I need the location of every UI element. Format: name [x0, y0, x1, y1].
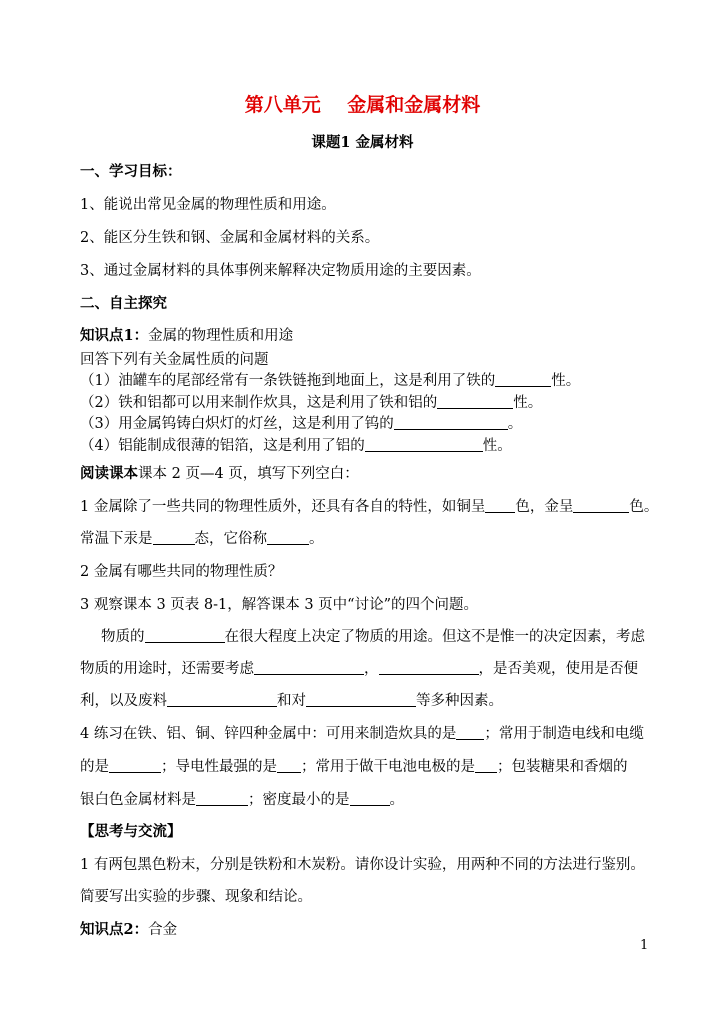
text: ；导电性最强的是: [161, 759, 277, 775]
answer-blank[interactable]: [485, 498, 515, 513]
knowledge-point-2: [80, 920, 177, 940]
goal-item: 1、能说出常见金属的物理性质和用途。: [80, 197, 336, 213]
text: 。: [309, 531, 324, 547]
answer-blank[interactable]: [456, 725, 484, 740]
answer-blank[interactable]: [379, 660, 479, 675]
knowledge-point-text: 合金: [148, 922, 178, 938]
paragraph-2: 2 金属有哪些共同的物理性质？: [80, 564, 283, 580]
question-suffix: 。: [507, 416, 523, 432]
text: 等多种因素。: [416, 693, 503, 709]
lesson-title: 课题1 金属材料: [311, 134, 414, 151]
question-text: （4）铝能制成很薄的铝箔，这是利用了铝的: [80, 438, 365, 454]
text: 和对: [277, 693, 306, 709]
paragraph-3: 3 观察课本 3 页表 8-1，解答课本 3 页中“讨论”的四个问题。: [80, 597, 479, 613]
question-item: [80, 371, 580, 391]
section-heading-goals: 一、学习目标：: [80, 163, 182, 180]
text: ；常用于制造电线和电缆: [484, 726, 644, 742]
answer-blank[interactable]: [365, 437, 483, 452]
text: 利，以及废料: [80, 693, 167, 709]
answer-blank[interactable]: [437, 394, 513, 409]
think-question-line-1: 1 有两包黑色粉末，分别是铁粉和木炭粉。请你设计实验，用两种不同的方法进行鉴别。: [80, 857, 645, 873]
knowledge-point-1: [80, 326, 293, 346]
paragraph-4-line-1: [80, 724, 644, 744]
text: 的是: [80, 759, 109, 775]
text: ；常用于做干电池电极的是: [301, 759, 475, 775]
answer-blank[interactable]: [145, 628, 225, 643]
knowledge-point-label: 知识点1：: [80, 327, 149, 344]
text: 。: [389, 792, 404, 808]
reading-label: 阅读课本: [80, 465, 138, 482]
answer-blank[interactable]: [306, 692, 416, 707]
goal-item: 3、通过金属材料的具体事例来解释决定物质用途的主要因素。: [80, 263, 481, 279]
text: ，是否美观，使用是否便: [478, 661, 638, 677]
text: 物质的用途时，还需要考虑: [80, 661, 254, 677]
paragraph-4-line-2: [80, 757, 628, 777]
text: 银白色金属材料是: [80, 792, 196, 808]
page-number: 1: [640, 938, 649, 953]
paragraph-3-line-1: [101, 627, 645, 647]
text: ，: [364, 661, 379, 677]
think-heading: 【思考与交流】: [80, 823, 182, 840]
goal-item: 2、能区分生铁和钢、金属和金属材料的关系。: [80, 230, 380, 246]
text: 4 练习在铁、铝、铜、锌四种金属中：可用来制造炊具的是: [80, 726, 457, 742]
text: 常温下汞是: [80, 531, 153, 547]
answer-blank[interactable]: [109, 758, 161, 773]
question-text: （1）油罐车的尾部经常有一条铁链拖到地面上，这是利用了铁的: [80, 373, 496, 389]
answer-blank[interactable]: [277, 758, 301, 773]
answer-blank[interactable]: [394, 415, 508, 430]
answer-blank[interactable]: [196, 791, 248, 806]
text: 物质的: [101, 629, 145, 645]
question-suffix: 性。: [513, 395, 543, 411]
paragraph-3-line-3: [80, 691, 503, 711]
knowledge-point-text: 金属的物理性质和用途: [148, 328, 294, 344]
answer-blank[interactable]: [254, 660, 364, 675]
paragraph-4-line-3: [80, 790, 404, 810]
paragraph-1-cont: [80, 529, 324, 549]
think-question-line-2: 简要写出实验的步骤、现象和结论。: [80, 889, 312, 905]
text: 色，金呈: [515, 499, 574, 515]
reading-text: 课本 2 页—4 页，填写下列空白：: [138, 466, 359, 482]
question-text: （3）用金属钨铸白炽灯的灯丝，这是利用了钨的: [80, 416, 394, 432]
question-item: [80, 414, 522, 434]
answer-blank[interactable]: [350, 791, 390, 806]
question-suffix: 性。: [551, 373, 581, 389]
text: 色。: [629, 499, 659, 515]
reading-instruction: [80, 464, 359, 484]
question-intro: 回答下列有关金属性质的问题: [80, 352, 269, 368]
unit-title: 第八单元 金属和金属材料: [244, 94, 481, 116]
text: 态，它俗称: [194, 531, 267, 547]
answer-blank[interactable]: [573, 498, 629, 513]
question-suffix: 性。: [482, 438, 512, 454]
answer-blank[interactable]: [495, 372, 551, 387]
paragraph-1: [80, 497, 658, 517]
answer-blank[interactable]: [475, 758, 497, 773]
text: ；包装糖果和香烟的: [497, 759, 628, 775]
text: ；密度最小的是: [248, 792, 350, 808]
answer-blank[interactable]: [267, 530, 309, 545]
question-item: [80, 393, 542, 413]
answer-blank[interactable]: [167, 692, 277, 707]
section-heading-explore: 二、自主探究: [80, 295, 167, 312]
text: 在很大程度上决定了物质的用途。但这不是惟一的决定因素，考虑: [224, 629, 645, 645]
paragraph-3-line-2: [80, 659, 638, 679]
question-text: （2）铁和铝都可以用来制作炊具，这是利用了铁和铝的: [80, 395, 438, 411]
question-item: [80, 436, 512, 456]
text: 1 金属除了一些共同的物理性质外，还具有各自的特性，如铜呈: [80, 499, 486, 515]
knowledge-point-label: 知识点2：: [80, 921, 149, 938]
answer-blank[interactable]: [153, 530, 195, 545]
